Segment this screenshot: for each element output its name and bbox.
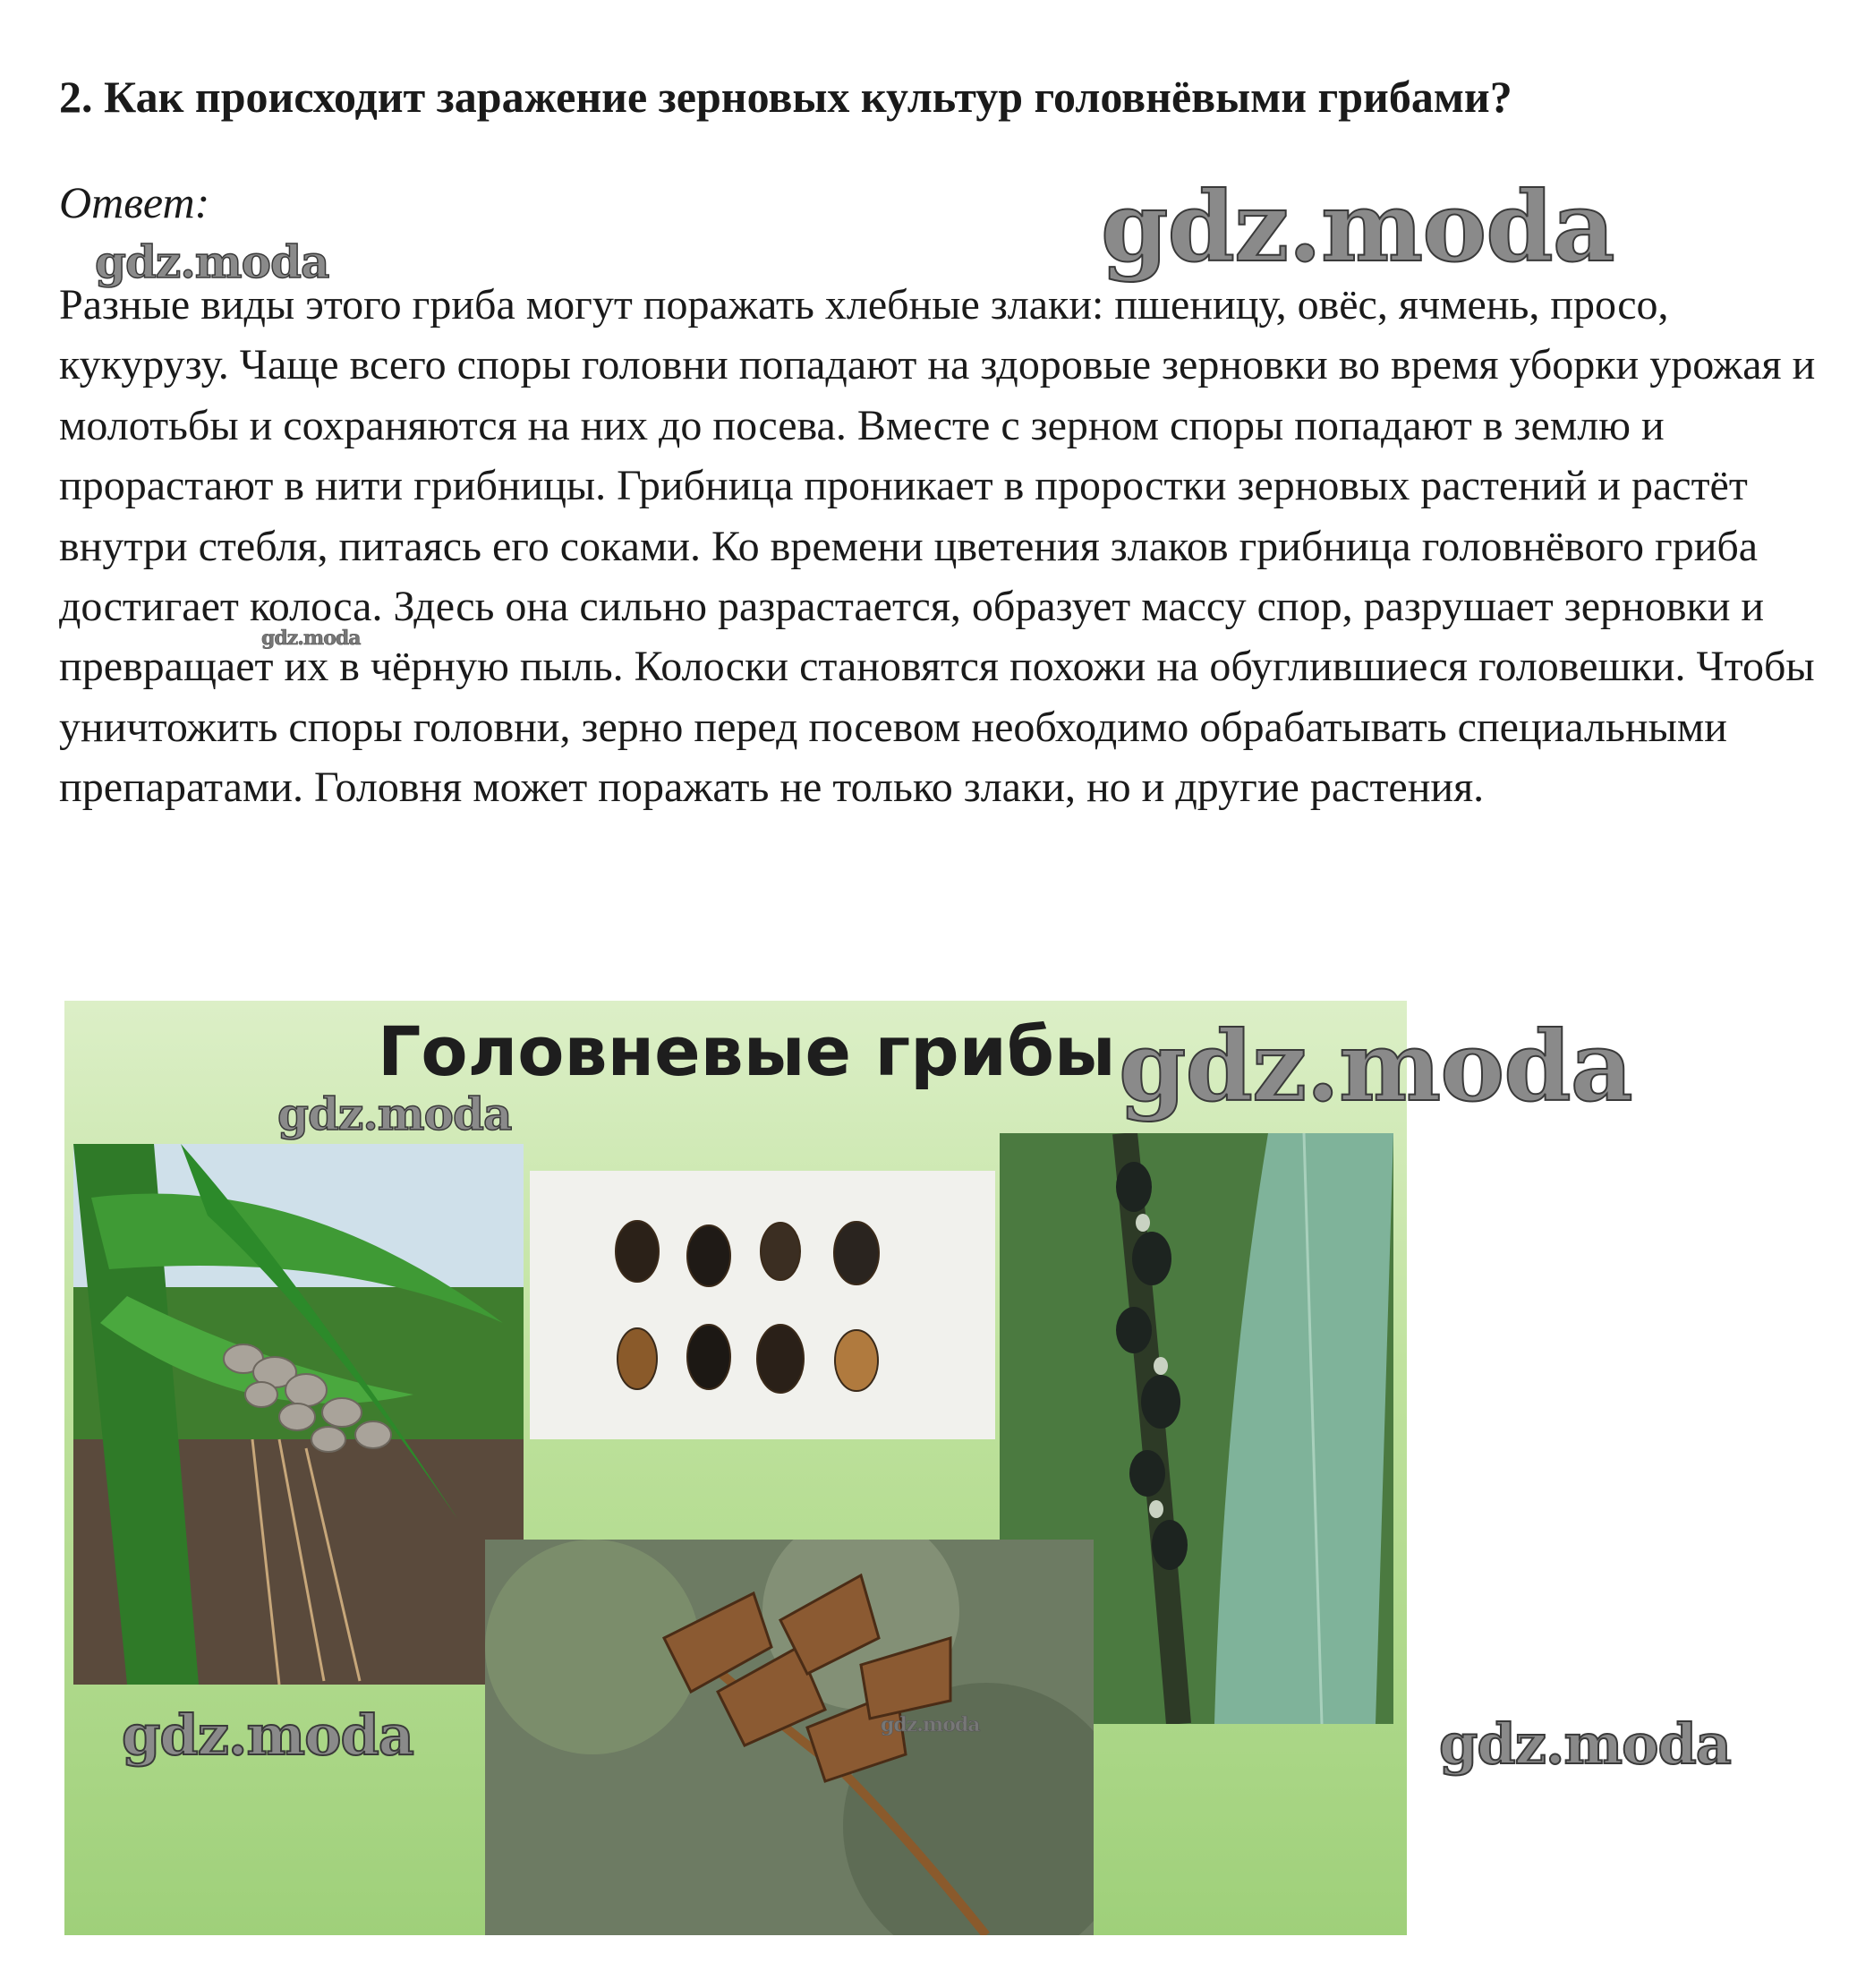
watermark: gdz.moda: [1101, 171, 1614, 284]
watermark: gdz.moda: [261, 627, 361, 650]
corn-smut-photo: [73, 1144, 524, 1685]
watermark: gdz.moda: [1439, 1711, 1731, 1777]
oat-smut-photo: [485, 1540, 1094, 1935]
watermark: gdz.moda: [1119, 1011, 1632, 1123]
answer-text: Разные виды этого гриба могут поражать хлебные злаки: пшеницу, овёс, ячмень, просо, кукурузу. Чаще всего споры головни попадают на здоровые зерновки во время уборки урожая и молотьбы и сохраняются на них до посева. Вместе с зерном споры попадают в землю и прорастают в нити грибницы. Грибница проникает в проростки зерновых растений и растёт внутри стебля, питаясь его соками. Ко времени цветения злаков грибница головнёвого гриба достигает колоса. Здесь она сильно разрастается, образует массу спор, разрушает зерновки и превращает их в чёрную пыль. Колоски становятся похожи на обуглившиеся головешки. Чтобы уничтожить споры головни, зерно перед посевом необходимо обрабатывать специальными препаратами. Головня может поражать не только злаки, но и другие растения.: [59, 281, 1816, 812]
watermark: gdz.moda: [881, 1713, 980, 1736]
watermark: gdz.moda: [277, 1088, 512, 1140]
watermark: gdz.moda: [95, 235, 329, 288]
answer-label: Ответ:: [59, 177, 210, 227]
question-heading: 2. Как происходит заражение зерновых культур головнёвыми грибами?: [59, 72, 1512, 122]
figure-title: Головневые грибы: [378, 1011, 1116, 1091]
infected-grains-photo: [530, 1171, 995, 1439]
smut-fungi-figure: [64, 1001, 1407, 1935]
watermark: gdz.moda: [122, 1702, 413, 1768]
